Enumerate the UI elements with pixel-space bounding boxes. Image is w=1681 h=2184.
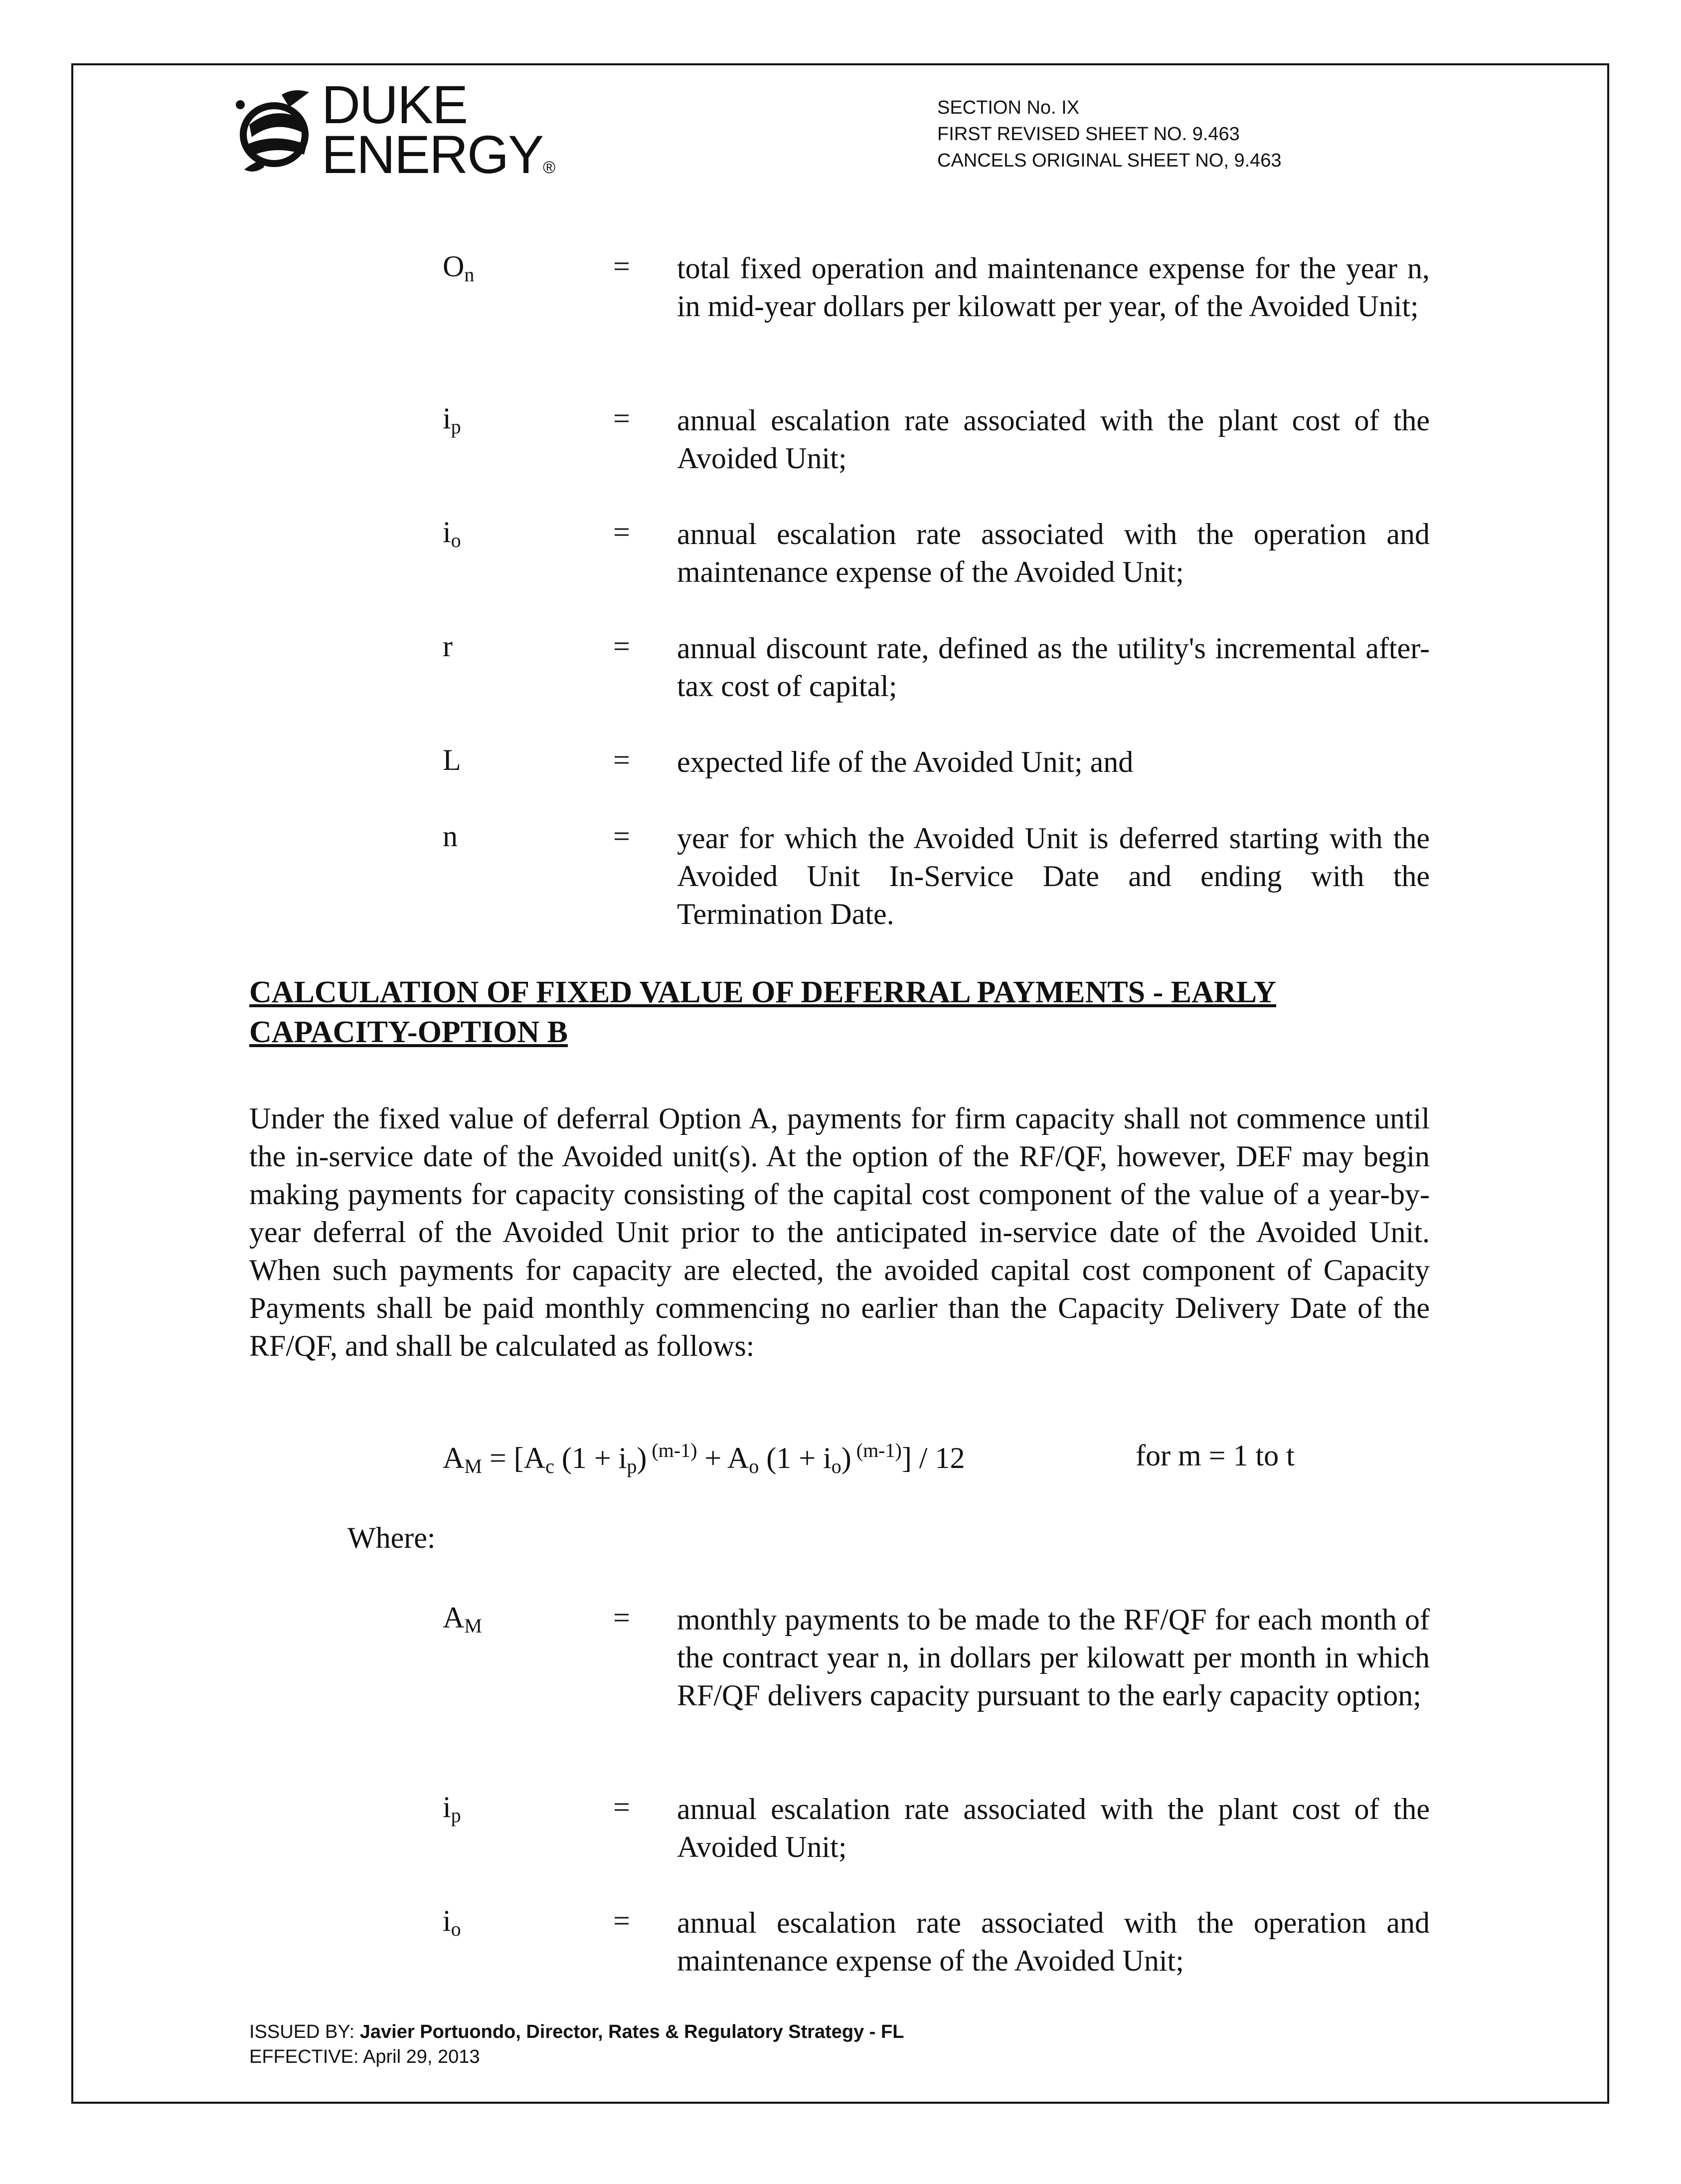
duke-energy-globe-icon (234, 85, 319, 180)
issued-label: ISSUED BY: (249, 2021, 360, 2042)
definition-symbol: $i_p$ (443, 1791, 461, 1826)
definition-equals: = (613, 516, 630, 548)
issued-value: Javier Portuondo, Director, Rates & Regulatory Strategy - FL (359, 2021, 904, 2042)
section-heading: CALCULATION OF FIXED VALUE OF DEFERRAL PAYMENTS - EARLY CAPACITY-OPTION B (249, 975, 1277, 1049)
logo-line-energy: ENERGY (322, 124, 543, 184)
definition-equals: = (613, 1904, 630, 1937)
definition-symbol: L (443, 743, 461, 776)
definition-text: monthly payments to be made to the RF/QF for each month of the contract year n, in dollars per kilowatt per month in which RF/QF delivers capacity pursuant to the early capacity option; (677, 1603, 1430, 1712)
definition-symbol: $i_o$ (443, 1904, 461, 1940)
definition-text: annual escalation rate associated with the operation and maintenance expense of the Avoided Unit; (677, 1906, 1430, 1977)
definition-equals: = (613, 630, 630, 663)
sheet-number: FIRST REVISED SHEET NO. 9.463 (937, 124, 1240, 145)
definition-text: expected life of the Avoided Unit; and (677, 745, 1134, 778)
effective-label: EFFECTIVE: (249, 2046, 363, 2067)
definition-symbol: $i_o$ (443, 516, 461, 551)
definition-equals: = (613, 250, 630, 283)
definition-equals: = (613, 820, 630, 853)
body-paragraph: Under the fixed value of deferral Option A, payments for firm capacity shall not commence until the in-service date of the Avoided unit(s). At the option of the RF/QF, however, DEF may begin making payments for capacity consisting of the capital cost component of the value of a year-by-year deferral of the Avoided Unit prior to the anticipated in-service date of the Avoided Unit. When such payments for capacity are elected, the avoided capital cost component of Capacity Payments shall be paid monthly commencing no earlier than the Capacity Delivery Date of the RF/QF, and shall be calculated as follows: (249, 1102, 1430, 1362)
definition-equals: = (613, 743, 630, 776)
issued-by (249, 2019, 904, 2044)
definition-text: total fixed operation and maintenance expense for the year n, in mid-year dollars per kilowatt per year, of the Avoided Unit; (677, 252, 1430, 323)
definition-text: annual escalation rate associated with the plant cost of the Avoided Unit; (677, 404, 1430, 475)
payment-formula: $A_M = [A_c$ $(1 + i_p)$ $^{(m-1)} + A_o$ $(1 + i_o)$ $^{(m-1)}$] / 12 (443, 1439, 965, 1477)
effective-value: April 29, 2013 (363, 2046, 480, 2067)
definition-symbol: $i_p$ (443, 402, 461, 438)
definition-symbol: r (443, 630, 453, 663)
definition-text: annual escalation rate associated with the operation and maintenance expense of the Avoided Unit; (677, 518, 1430, 588)
definition-symbol: $O_n$ (443, 250, 475, 286)
formula-range: for m = 1 to t (1136, 1439, 1295, 1472)
definition-equals: = (613, 1791, 630, 1823)
definition-symbol: n (443, 820, 458, 853)
section-number: SECTION No. IX (937, 97, 1080, 118)
duke-energy-logo (234, 74, 555, 194)
footer (249, 2019, 904, 2069)
definition-symbol: $A_M$ (443, 1601, 482, 1637)
definition-text: annual escalation rate associated with the plant cost of the Avoided Unit; (677, 1793, 1430, 1863)
definition-text: annual discount rate, defined as the utility's incremental after-tax cost of capital; (677, 632, 1430, 703)
logo-line-duke: DUKE (322, 74, 468, 135)
effective-date (249, 2044, 904, 2069)
definition-text: year for which the Avoided Unit is deferred starting with the Avoided Unit In-Service Date and ending with the Termination Date. (677, 822, 1430, 930)
logo-registered-mark: ® (543, 158, 555, 177)
cancels-sheet: CANCELS ORIGINAL SHEET NO, 9.463 (937, 150, 1282, 171)
definition-equals: = (613, 1601, 630, 1634)
definition-equals: = (613, 402, 630, 435)
where-label: Where: (347, 1521, 436, 1554)
sheet-info (937, 95, 1282, 174)
